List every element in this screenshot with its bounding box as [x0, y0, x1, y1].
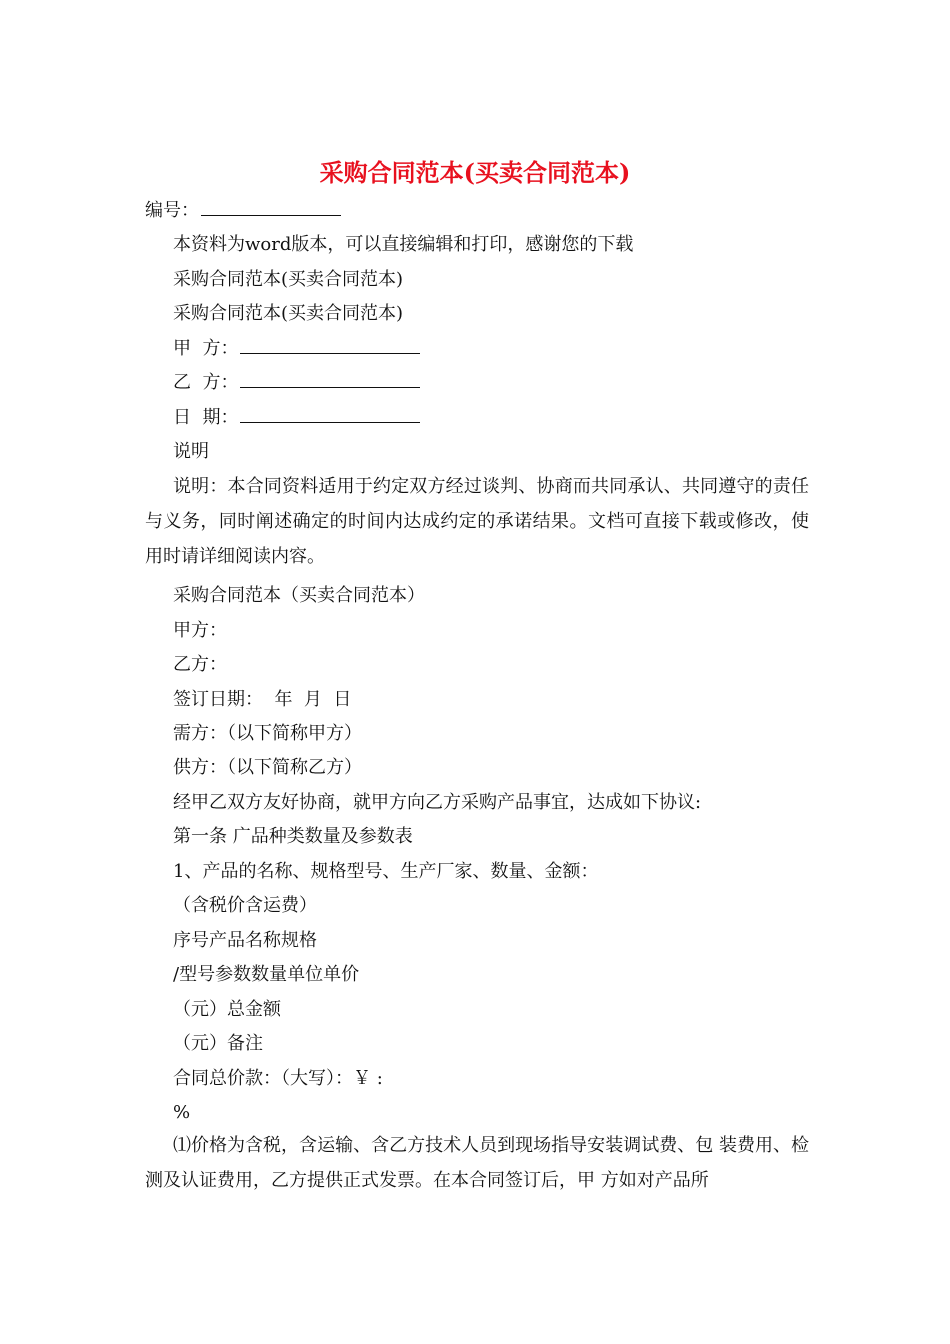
intro-line: 本资料为word版本，可以直接编辑和打印，感谢您的下载 — [173, 234, 634, 255]
body-line: 1、产品的名称、规格型号、生产厂家、数量、金额： — [173, 861, 599, 882]
note-paragraph: 说明：本合同资料适用于约定双方经过谈判、协商而共同承认、共同遵守的责任与义务，同时阐述确定的时间内达成约定的承诺结果。文档可直接下载或修改，使用时请详细阅读内容。 — [145, 476, 809, 567]
note-heading: 说明 — [173, 441, 209, 462]
party-a-label: 甲 方： — [173, 338, 239, 359]
date-line — [173, 406, 420, 430]
body-line: 第一条 广品种类数量及参数表 — [173, 826, 413, 847]
body-line: 需方：（以下简称甲方） — [173, 723, 362, 744]
body-line: 序号产品名称规格 — [173, 930, 317, 951]
body-line: （元）总金额 — [173, 999, 281, 1020]
date-label: 日 期： — [173, 407, 239, 428]
document-title: 采购合同范本(买卖合同范本) — [319, 158, 631, 187]
body-line: 签订日期： 年 月 日 — [173, 689, 352, 710]
party-b-label: 乙 方： — [173, 372, 239, 393]
body-line: （元）备注 — [173, 1033, 263, 1054]
body-line: （含税价含运费） — [173, 895, 317, 916]
number-blank — [201, 199, 341, 216]
body-line: 合同总价款：（大写）：￥ : — [173, 1068, 383, 1089]
body-line: % — [173, 1102, 191, 1123]
party-a-line — [173, 337, 420, 361]
party-a-blank — [240, 337, 420, 354]
number-label: 编号： — [145, 200, 199, 221]
body-line: 采购合同范本（买卖合同范本） — [173, 585, 425, 606]
date-blank — [240, 406, 420, 423]
body-line: 供方：（以下简称乙方） — [173, 757, 362, 778]
heading-repeat-2: 采购合同范本(买卖合同范本) — [173, 303, 404, 324]
party-b-blank — [240, 371, 420, 388]
price-clause-paragraph: ⑴价格为含税，含运输、含乙方技术人员到现场指导安装调试费、包 装费用、检测及认证费用，乙方提供正式发票。在本合同签订后，甲 方如对产品所 — [145, 1135, 809, 1191]
body-line: 甲方： — [173, 620, 227, 641]
body-line: /型号参数数量单位单价 — [173, 964, 360, 985]
body-line: 经甲乙双方友好协商，就甲方向乙方采购产品事宜，达成如下协议: — [173, 792, 702, 813]
heading-repeat-1: 采购合同范本(买卖合同范本) — [173, 269, 404, 290]
body-line: 乙方： — [173, 654, 227, 675]
number-line — [145, 199, 341, 223]
party-b-line — [173, 371, 420, 395]
